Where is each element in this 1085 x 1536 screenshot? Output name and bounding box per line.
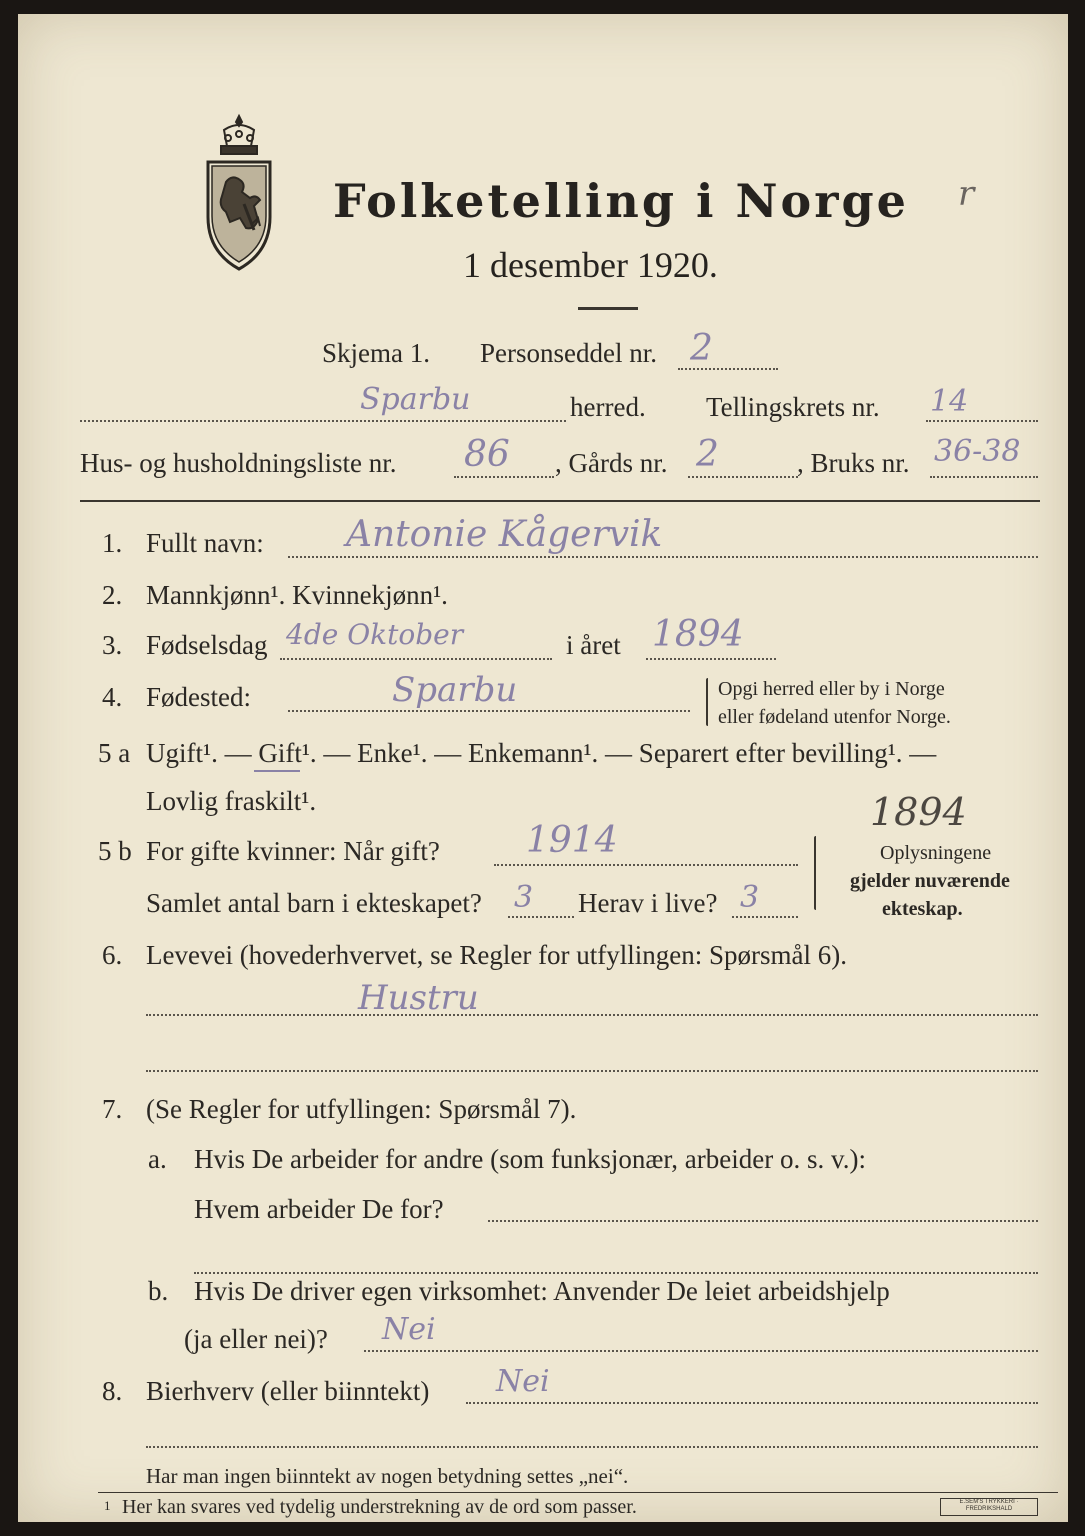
q6-label: Levevei (hovederhvervet, se Regler for utfyllingen: Spørsmål 6). [146,940,848,970]
personseddel-line [678,368,778,370]
q5a-gift-underline [254,770,300,772]
q5a-annotation: 1894 [870,790,967,834]
q7a-line-1 [488,1220,1038,1222]
schema-label: Skjema 1. [322,338,430,368]
footnote-text: Her kan svares ved tydelig understrekning av de ord som passer. [122,1496,637,1518]
q4-value: Sparbu [392,670,518,710]
q7b-line2: (ja eller nei)? [184,1324,328,1354]
hus-value: 86 [464,434,510,475]
herred-value: Sparbu [360,382,471,417]
q5b-children-value: 3 [514,880,534,915]
q8-value: Nei [496,1364,550,1399]
q3-day-value: 4de Oktober [286,618,464,651]
q5a-number: 5 a [98,738,131,768]
q5b-note-brace [814,836,818,910]
q3-number: 3. [102,630,123,660]
personseddel-label: Personseddel nr. [480,338,657,368]
q7a-letter: a. [148,1144,167,1174]
herred-label: herred. [570,392,646,422]
herred-line [80,420,566,422]
section-divider [80,500,1040,502]
q4-note-line1: Opgi herred eller by i Norge [718,678,945,700]
q4-note-brace [706,678,710,726]
q1-line [288,556,1038,558]
gards-value: 2 [696,434,719,475]
q3-day-line [280,658,552,660]
q2-number: 2. [102,580,123,610]
census-date: 1 desember 1920. [463,245,718,285]
printer-stamp: E.SEM'S TRYKKERI · FREDRIKSHALD [940,1498,1038,1516]
q6-line-1 [146,1014,1038,1016]
q4-line [288,710,690,712]
q4-number: 4. [102,682,123,712]
q7b-line1: Hvis De driver egen virksomhet: Anvender De leiet arbeidshjelp [194,1276,890,1306]
q1-number: 1. [102,528,123,558]
q3-year-value: 1894 [652,614,744,655]
q5b-alive-label: Herav i live? [578,888,718,918]
q4-label: Fødested: [146,682,251,712]
q5a-line2: Lovlig fraskilt¹. [146,786,317,816]
q3-year-label: i året [566,630,621,660]
q5b-note-line2: gjelder nuværende [850,870,1010,892]
q4-note-line2: eller fødeland utenfor Norge. [718,706,951,728]
gards-label: , Gårds nr. [555,448,668,478]
hus-line [454,476,554,478]
q6-line-2 [146,1070,1038,1072]
q5b-note-line1: Oplysningene [880,842,992,864]
q7b-value: Nei [382,1312,436,1347]
coat-of-arms-icon [196,112,282,276]
bruks-label: , Bruks nr. [797,448,910,478]
q8-line-2 [146,1446,1038,1448]
q7a-line-2 [194,1272,1038,1274]
q5a-line1: Ugift¹. — Gift¹. — Enke¹. — Enkemann¹. — Separert efter bevilling¹. — [146,738,937,768]
q5b-children-label: Samlet antal barn i ekteskapet? [146,888,482,918]
q6-number: 6. [102,940,123,970]
q1-label: Fullt navn: [146,528,264,558]
q7b-letter: b. [148,1276,169,1306]
q6-value: Hustru [358,978,479,1018]
tellingskrets-value: 14 [930,384,969,419]
nei-note: Har man ingen biinntekt av nogen betydning settes „nei“. [146,1464,629,1488]
q5b-alive-value: 3 [740,880,760,915]
bruks-value: 36-38 [934,434,1021,469]
q8-label: Bierhverv (eller biinntekt) [146,1376,430,1406]
q5b-alive-line [732,916,798,918]
q5b-number: 5 b [98,836,132,866]
q7a-line2: Hvem arbeider De for? [194,1194,444,1224]
q5b-label: For gifte kvinner: Når gift? [146,836,440,866]
q5b-married-value: 1914 [526,820,618,861]
q5b-children-line [508,916,574,918]
personseddel-value: 2 [690,328,713,369]
q7-label: (Se Regler for utfyllingen: Spørsmål 7). [146,1094,577,1124]
check-mark: r [958,174,975,214]
bruks-line [930,476,1038,478]
tellingskrets-line [926,420,1038,422]
title-divider [578,307,638,310]
q7-number: 7. [102,1094,123,1124]
q5b-note-line3: ekteskap. [882,898,963,920]
q2-label: Mannkjønn¹. Kvinnekjønn¹. [146,580,448,610]
gards-line [688,476,798,478]
q8-line-1 [466,1402,1038,1404]
q3-year-line [646,658,776,660]
tellingskrets-label: Tellingskrets nr. [706,392,880,422]
footer-divider [98,1492,1058,1493]
q3-label: Fødselsdag [146,630,268,660]
q5b-married-line [494,864,798,866]
footnote-mark: 1 [104,1498,111,1513]
q7a-line1: Hvis De arbeider for andre (som funksjonær, arbeider o. s. v.): [194,1144,866,1174]
q8-number: 8. [102,1376,123,1406]
census-form-page [18,14,1068,1522]
hus-label: Hus- og husholdningsliste nr. [80,448,397,478]
q7b-line [364,1350,1038,1352]
q1-value: Antonie Kågervik [346,514,663,555]
form-title: Folketelling i Norge [333,174,909,228]
